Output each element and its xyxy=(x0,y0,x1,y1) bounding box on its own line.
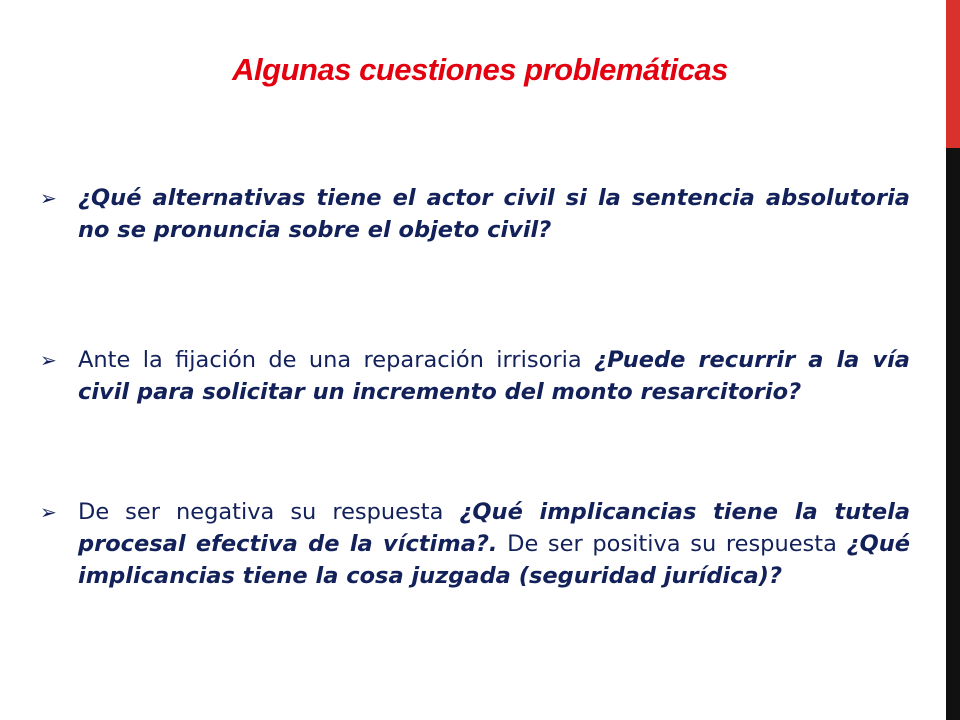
arrow-right-icon: ➢ xyxy=(40,186,57,210)
bullet-text: De ser negativa su respuesta xyxy=(78,499,460,525)
arrow-right-icon: ➢ xyxy=(40,500,57,524)
arrow-right-icon: ➢ xyxy=(40,348,57,372)
bullet-item-1 xyxy=(40,182,910,246)
bullet-question: ¿Qué implicancias tiene la tutela procesal efectiva de la víctima?. xyxy=(78,499,910,557)
bullet-item-3 xyxy=(40,496,910,592)
bullet-list xyxy=(40,182,910,592)
bullet-text: Ante la fijación de una reparación irrisoria xyxy=(78,347,595,373)
bullet-text: De ser positiva su respuesta xyxy=(497,531,847,557)
bullet-question: ¿Qué alternativas tiene el actor civil si la sentencia absolutoria no se pronuncia sobre el objeto civil? xyxy=(78,185,910,243)
page-title: Algunas cuestiones problemáticas xyxy=(232,52,728,87)
bullet-question: ¿Puede recurrir a la vía civil para solicitar un incremento del monto resarcitorio? xyxy=(78,347,910,405)
bullet-question: ¿Qué implicancias tiene la cosa juzgada (seguridad jurídica)? xyxy=(78,531,911,589)
bullet-item-2 xyxy=(40,344,910,408)
